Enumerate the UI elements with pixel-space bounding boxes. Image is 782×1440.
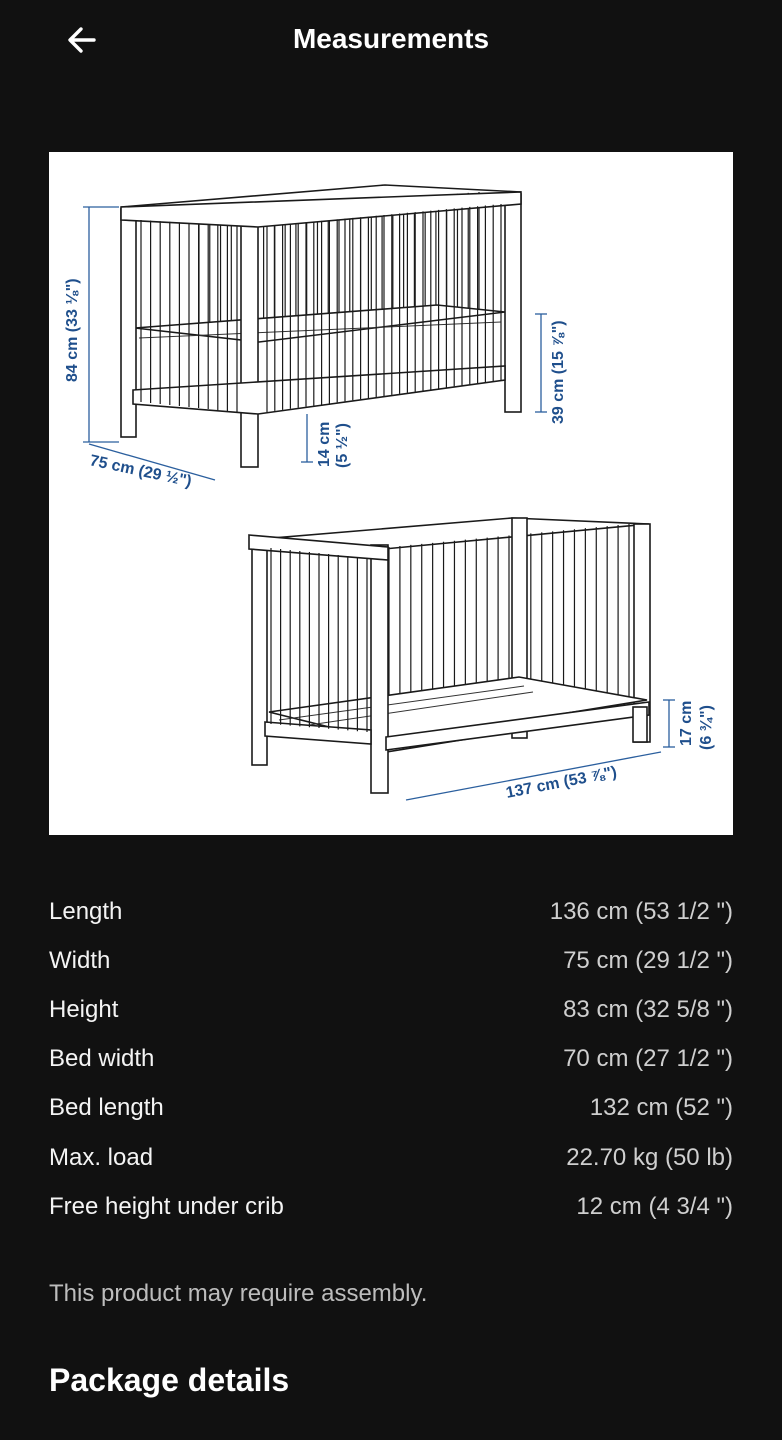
under-crib-dimension-label: 14 cm (316, 421, 333, 467)
assembly-note: This product may require assembly. (49, 1280, 428, 1307)
side-height-dimension-label: 39 cm (15 ⅞") (550, 320, 567, 424)
spec-value: 136 cm (53 1/2 ") (549, 897, 733, 925)
spec-label: Free height under crib (49, 1192, 284, 1220)
spec-value: 83 cm (32 5/8 ") (563, 995, 733, 1023)
page-title: Measurements (292, 23, 490, 54)
package-details-heading[interactable]: Package details (49, 1362, 290, 1398)
top-bar (0, 0, 782, 80)
spec-value: 22.70 kg (50 lb) (566, 1143, 733, 1171)
spec-label: Width (49, 946, 111, 974)
spec-label: Length (49, 897, 123, 925)
bed-height-dimension-label: 17 cm (678, 700, 695, 746)
spec-row-height (49, 985, 733, 1034)
spec-label: Bed length (49, 1094, 164, 1122)
specs-list (49, 887, 733, 1231)
spec-value: 70 cm (27 1/2 ") (563, 1045, 733, 1073)
spec-label: Max. load (49, 1143, 154, 1171)
spec-row-length (49, 887, 733, 936)
spec-value: 12 cm (4 3/4 ") (576, 1192, 733, 1220)
measurement-diagram (49, 152, 733, 835)
spec-row-free-height (49, 1182, 733, 1231)
bed-height-dimension-inch-label: (6 ¾") (698, 705, 715, 750)
spec-label: Height (49, 995, 119, 1023)
height-dimension-label: 84 cm (33 ⅛") (64, 278, 81, 382)
toddler-bed-illustration (249, 518, 650, 793)
spec-value: 75 cm (29 1/2 ") (563, 946, 733, 974)
length-dimension-label: 137 cm (53 ⅞") (504, 763, 619, 802)
spec-row-bed-width (49, 1035, 733, 1084)
under-crib-dimension-inch-label: (5 ½") (334, 423, 351, 468)
spec-label: Bed width (49, 1045, 155, 1073)
spec-row-width (49, 936, 733, 985)
spec-value: 132 cm (52 ") (589, 1094, 733, 1122)
width-dimension-label: 75 cm (29 ½") (88, 452, 194, 491)
spec-row-bed-length (49, 1084, 733, 1133)
spec-row-max-load (49, 1133, 733, 1182)
